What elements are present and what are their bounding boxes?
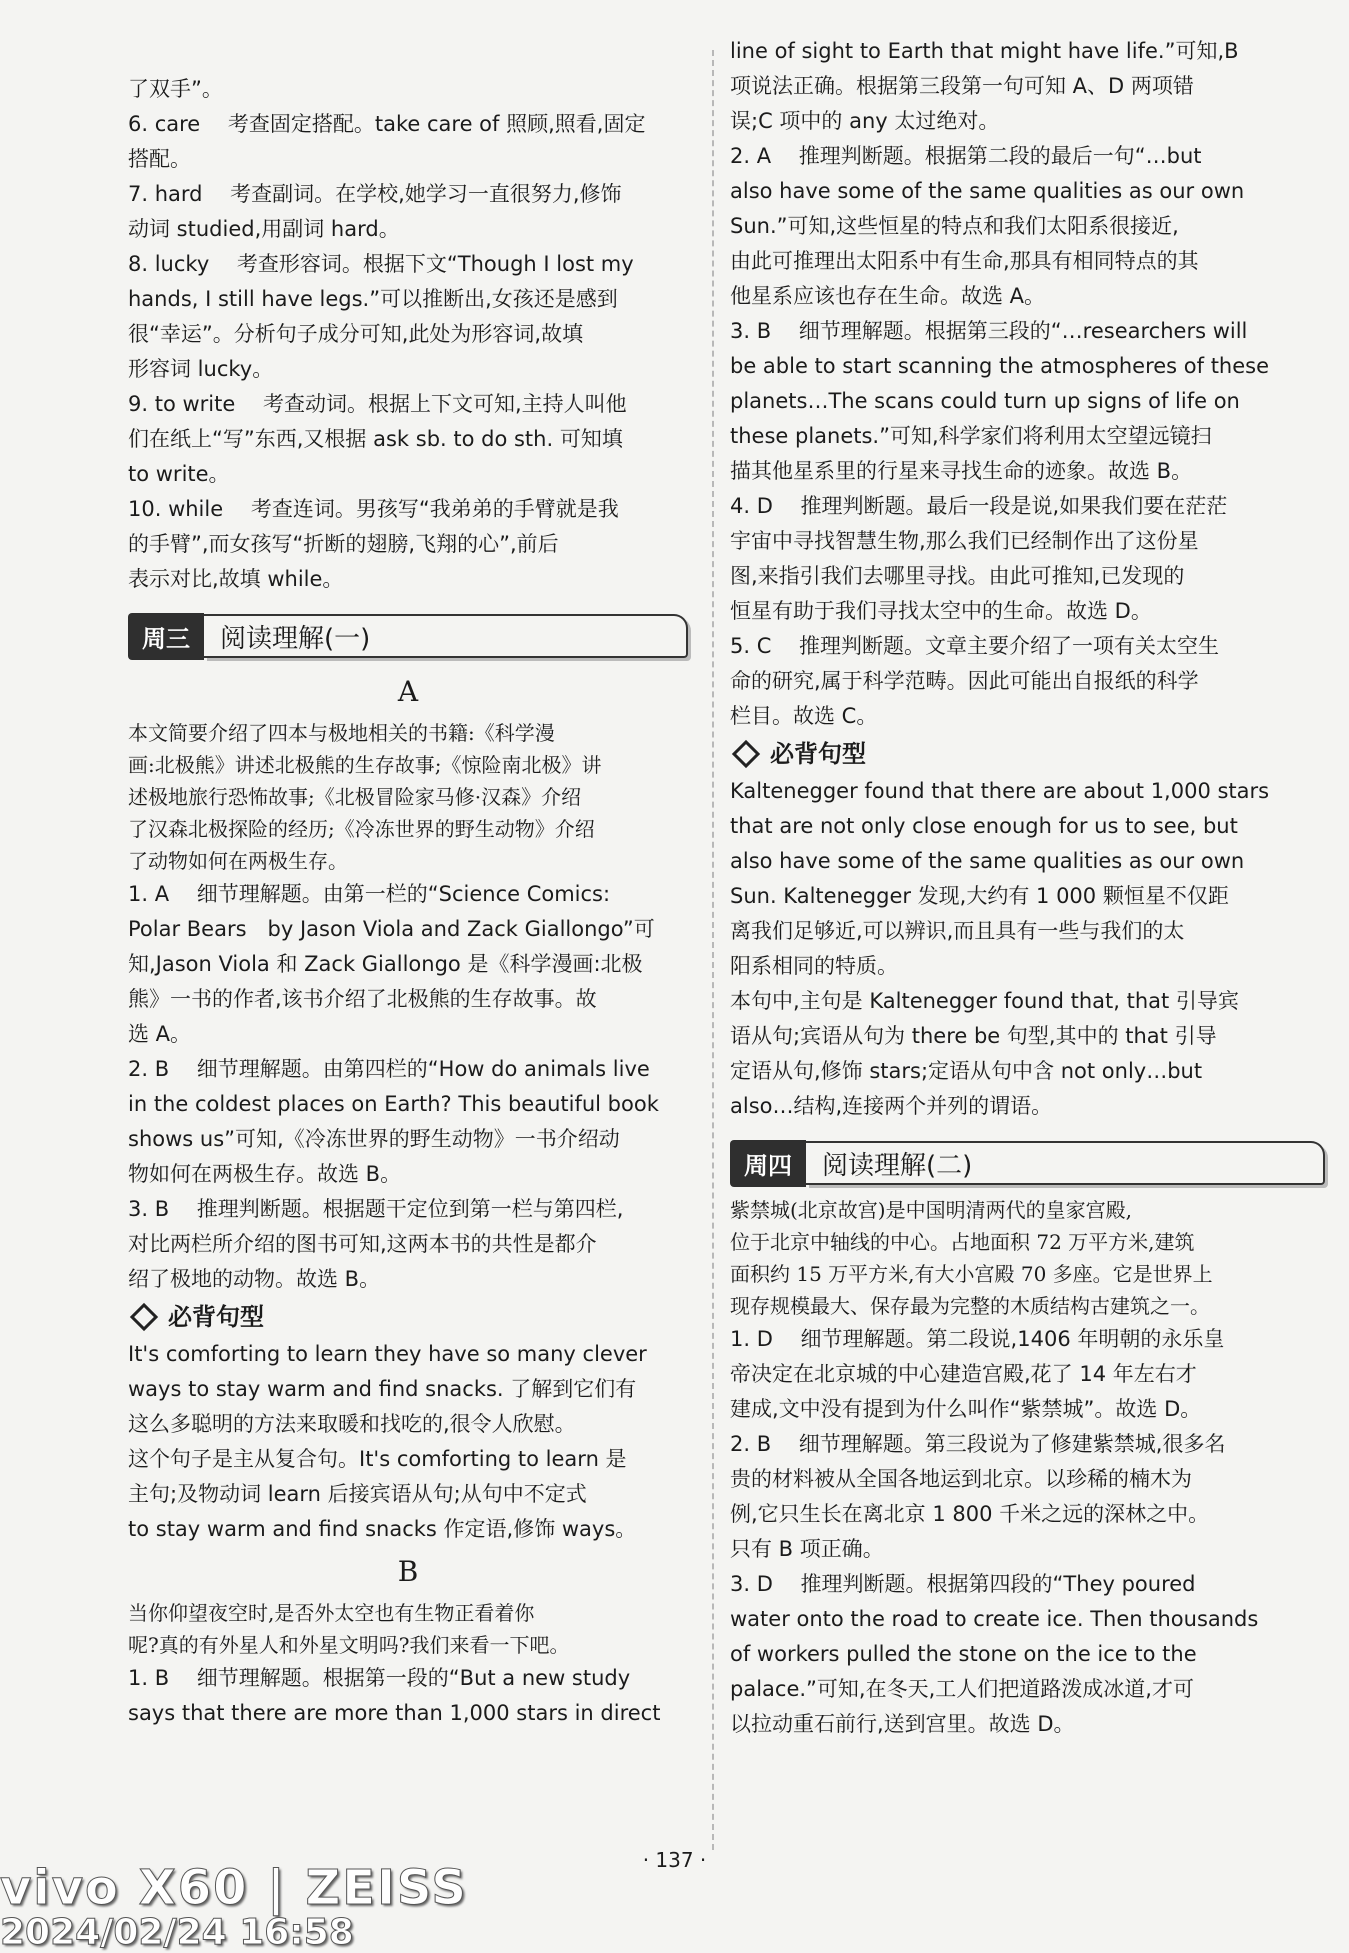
text-line: be able to start scanning the atmospheres of these — [730, 354, 1270, 378]
passage-letter-a: A — [397, 675, 419, 708]
text-line: 表示对比,故填 while。 — [128, 567, 344, 591]
text-line: 搭配。 — [128, 147, 191, 171]
text-line: 主句;及物动词 learn 后接宾语从句;从句中不定式 — [128, 1482, 587, 1506]
text-line: also have some of the same qualities as our own — [730, 179, 1245, 203]
text-line: 9. to write 考查动词。根据上下文可知,主持人叫他 — [128, 392, 627, 416]
text-line: 语从句;宾语从句为 there be 句型,其中的 that 引导 — [730, 1024, 1217, 1048]
text-line: 了动物如何在两极生存。 — [128, 849, 348, 873]
passage-letter-b: B — [397, 1555, 419, 1588]
passage-b-answers-cont — [730, 34, 1325, 734]
text-line: 误;C 项中的 any 太过绝对。 — [730, 109, 1000, 133]
text-line: 呢?真的有外星人和外星文明吗?我们来看一下吧。 — [128, 1633, 570, 1657]
text-line: 紫禁城(北京故宫)是中国明清两代的皇家宫殿, — [730, 1198, 1132, 1222]
text-line: 2. B 细节理解题。第三段说为了修建紫禁城,很多名 — [730, 1432, 1226, 1456]
text-line: 贵的材料被从全国各地运到北京。以珍稀的楠木为 — [730, 1467, 1192, 1491]
text-line: 描其他星系里的行星来寻找生命的迹象。故选 B。 — [730, 459, 1193, 483]
text-line: 离我们足够近,可以辨识,而且具有一些与我们的太 — [730, 919, 1185, 943]
answer-list-top — [128, 72, 688, 597]
text-line: says that there are more than 1,000 stars in direct — [128, 1701, 661, 1725]
text-line: 1. A 细节理解题。由第一栏的“Science Comics: — [128, 882, 611, 906]
passage-a-summary — [128, 717, 688, 877]
passage-b-answers — [128, 1661, 688, 1731]
text-line: 建成,文中没有提到为什么叫作“紫禁城”。故选 D。 — [730, 1397, 1202, 1421]
text-line: hands, I still have legs.”可以推断出,女孩还是感到 — [128, 287, 618, 311]
diamond-icon — [130, 1303, 158, 1331]
text-line: 4. D 推理判断题。最后一段是说,如果我们要在茫茫 — [730, 494, 1228, 518]
text-line: also have some of the same qualities as our own — [730, 849, 1245, 873]
text-line: 对比两栏所介绍的图书可知,这两本书的共性是都介 — [128, 1232, 597, 1256]
camera-watermark-time: 2024/02/24 16:58 — [0, 1912, 354, 1953]
text-line: 5. C 推理判断题。文章主要介绍了一项有关太空生 — [730, 634, 1220, 658]
text-line: 了双手”。 — [128, 77, 223, 101]
key-heading-label: 必背句型 — [770, 740, 866, 768]
text-line: 绍了极地的动物。故选 B。 — [128, 1267, 381, 1291]
text-line: 以拉动重石前行,送到宫里。故选 D。 — [730, 1712, 1075, 1736]
text-line: 现存规模最大、保存最为完整的木质结构古建筑之一。 — [730, 1294, 1210, 1318]
text-line: 熊》一书的作者,该书介绍了北极熊的生存故事。故 — [128, 987, 597, 1011]
text-line: Polar Bears by Jason Viola and Zack Giallongo”可 — [128, 917, 655, 941]
text-line: 动词 studied,用副词 hard。 — [128, 217, 400, 241]
passage-b-summary — [128, 1597, 688, 1661]
text-line: 阳系相同的特质。 — [730, 954, 898, 978]
section-title: 阅读理解(一) — [204, 614, 688, 658]
text-line: 这个句子是主从复合句。It's comforting to learn 是 — [128, 1447, 627, 1471]
text-line: Kaltenegger found that there are about 1,000 stars — [730, 779, 1270, 803]
text-line: 述极地旅行恐怖故事;《北极冒险家马修·汉森》介绍 — [128, 785, 582, 809]
text-line: 3. D 推理判断题。根据第四段的“They poured — [730, 1572, 1196, 1596]
text-line: 这么多聪明的方法来取暖和找吃的,很令人欣慰。 — [128, 1412, 576, 1436]
text-line: 画:北极熊》讲述北极熊的生存故事;《惊险南北极》讲 — [128, 753, 602, 777]
text-line: 7. hard 考查副词。在学校,她学习一直很努力,修饰 — [128, 182, 622, 206]
right-column — [730, 0, 1325, 1742]
text-line: 图,来指引我们去哪里寻找。由此可推知,已发现的 — [730, 564, 1185, 588]
text-line: 的手臂”,而女孩写“折断的翅膀,飞翔的心”,前后 — [128, 532, 559, 556]
text-line: 他星系应该也存在生命。故选 A。 — [730, 284, 1046, 308]
diamond-icon — [732, 740, 760, 768]
text-line: 形容词 lucky。 — [128, 357, 274, 381]
passage-b-key-sentence — [730, 774, 1325, 1124]
text-line: 帝决定在北京城的中心建造宫殿,花了 14 年左右才 — [730, 1362, 1197, 1386]
thu-passage-summary — [730, 1194, 1325, 1322]
text-line: these planets.”可知,科学家们将利用太空望远镜扫 — [730, 424, 1212, 448]
page-number: · 137 · — [642, 1848, 707, 1872]
text-line: 2. A 推理判断题。根据第二段的最后一句“…but — [730, 144, 1202, 168]
section-tag: 周四 — [730, 1140, 806, 1187]
text-line: 只有 B 项正确。 — [730, 1537, 884, 1561]
text-line: 位于北京中轴线的中心。占地面积 72 万平方米,建筑 — [730, 1230, 1195, 1254]
text-line: 物如何在两极生存。故选 B。 — [128, 1162, 402, 1186]
text-line: 1. D 细节理解题。第二段说,1406 年明朝的永乐皇 — [730, 1327, 1225, 1351]
passage-a-key-sentence — [128, 1337, 688, 1547]
text-line: 3. B 推理判断题。根据题干定位到第一栏与第四栏, — [128, 1197, 624, 1221]
text-line: palace.”可知,在冬天,工人们把道路泼成冰道,才可 — [730, 1677, 1194, 1701]
text-line: 栏目。故选 C。 — [730, 704, 878, 728]
text-line: 了汉森北极探险的经历;《冷冻世界的野生动物》介绍 — [128, 817, 595, 841]
text-line: 本句中,主句是 Kaltenegger found that, that 引导宾 — [730, 989, 1239, 1013]
text-line: 例,它只生长在离北京 1 800 千米之远的深林之中。 — [730, 1502, 1210, 1526]
section-tag: 周三 — [128, 613, 204, 660]
text-line: 选 A。 — [128, 1022, 192, 1046]
passage-a-answers — [128, 877, 688, 1297]
text-line: 恒星有助于我们寻找太空中的生命。故选 D。 — [730, 599, 1152, 623]
text-line: planets…The scans could turn up signs of life on — [730, 389, 1240, 413]
text-line: 由此可推理出太阳系中有生命,那具有相同特点的其 — [730, 249, 1199, 273]
text-line: 命的研究,属于科学范畴。因此可能出自报纸的科学 — [730, 669, 1199, 693]
text-line: 10. while 考查连词。男孩写“我弟弟的手臂就是我 — [128, 497, 619, 521]
text-line: ways to stay warm and find snacks. 了解到它们有 — [128, 1377, 637, 1401]
text-line: It's comforting to learn they have so many clever — [128, 1342, 647, 1366]
text-line: of workers pulled the stone on the ice to the — [730, 1642, 1197, 1666]
thu-answers — [730, 1322, 1325, 1742]
text-line: Sun.”可知,这些恒星的特点和我们太阳系很接近, — [730, 214, 1179, 238]
text-line: 3. B 细节理解题。根据第三段的“…researchers will — [730, 319, 1248, 343]
key-sentence-heading-right — [730, 734, 1325, 774]
text-line: 2. B 细节理解题。由第四栏的“How do animals live — [128, 1057, 650, 1081]
text-line: line of sight to Earth that might have life.”可知,B — [730, 39, 1239, 63]
text-line: shows us”可知,《冷冻世界的野生动物》一书介绍动 — [128, 1127, 620, 1151]
section-header-wed — [128, 611, 688, 661]
text-line: 1. B 细节理解题。根据第一段的“But a new study — [128, 1666, 631, 1690]
text-line: 6. care 考查固定搭配。take care of 照顾,照看,固定 — [128, 112, 646, 136]
camera-watermark-brand: vivo X60 | ZEISS — [0, 1860, 468, 1916]
key-heading-label: 必背句型 — [168, 1303, 264, 1331]
text-line: 8. lucky 考查形容词。根据下文“Though I lost my — [128, 252, 634, 276]
text-line: that are not only close enough for us to see, but — [730, 814, 1238, 838]
text-line: 宇宙中寻找智慧生物,那么我们已经制作出了这份星 — [730, 529, 1199, 553]
section-header-thu — [730, 1138, 1325, 1188]
text-line: to stay warm and find snacks 作定语,修饰 ways。 — [128, 1517, 637, 1541]
text-line: 本文简要介绍了四本与极地相关的书籍:《科学漫 — [128, 721, 555, 745]
text-line: 当你仰望夜空时,是否外太空也有生物正看着你 — [128, 1601, 535, 1625]
text-line: 很“幸运”。分析句子成分可知,此处为形容词,故填 — [128, 322, 584, 346]
text-line: 们在纸上“写”东西,又根据 ask sb. to do sth. 可知填 — [128, 427, 623, 451]
text-line: to write。 — [128, 462, 230, 486]
text-line: 项说法正确。根据第三段第一句可知 A、D 两项错 — [730, 74, 1194, 98]
left-column — [128, 0, 688, 1731]
text-line: 面积约 15 万平方米,有大小宫殿 70 多座。它是世界上 — [730, 1262, 1213, 1286]
text-line: also…结构,连接两个并列的谓语。 — [730, 1094, 1053, 1118]
section-title: 阅读理解(二) — [806, 1141, 1325, 1185]
column-divider — [712, 50, 714, 1850]
key-sentence-heading — [128, 1297, 688, 1337]
text-line: Sun. Kaltenegger 发现,大约有 1 000 颗恒星不仅距 — [730, 884, 1229, 908]
text-line: in the coldest places on Earth? This beautiful book — [128, 1092, 659, 1116]
text-line: 定语从句,修饰 stars;定语从句中含 not only…but — [730, 1059, 1203, 1083]
text-line: water onto the road to create ice. Then thousands — [730, 1607, 1259, 1631]
text-line: 知,Jason Viola 和 Zack Giallongo 是《科学漫画:北极 — [128, 952, 643, 976]
